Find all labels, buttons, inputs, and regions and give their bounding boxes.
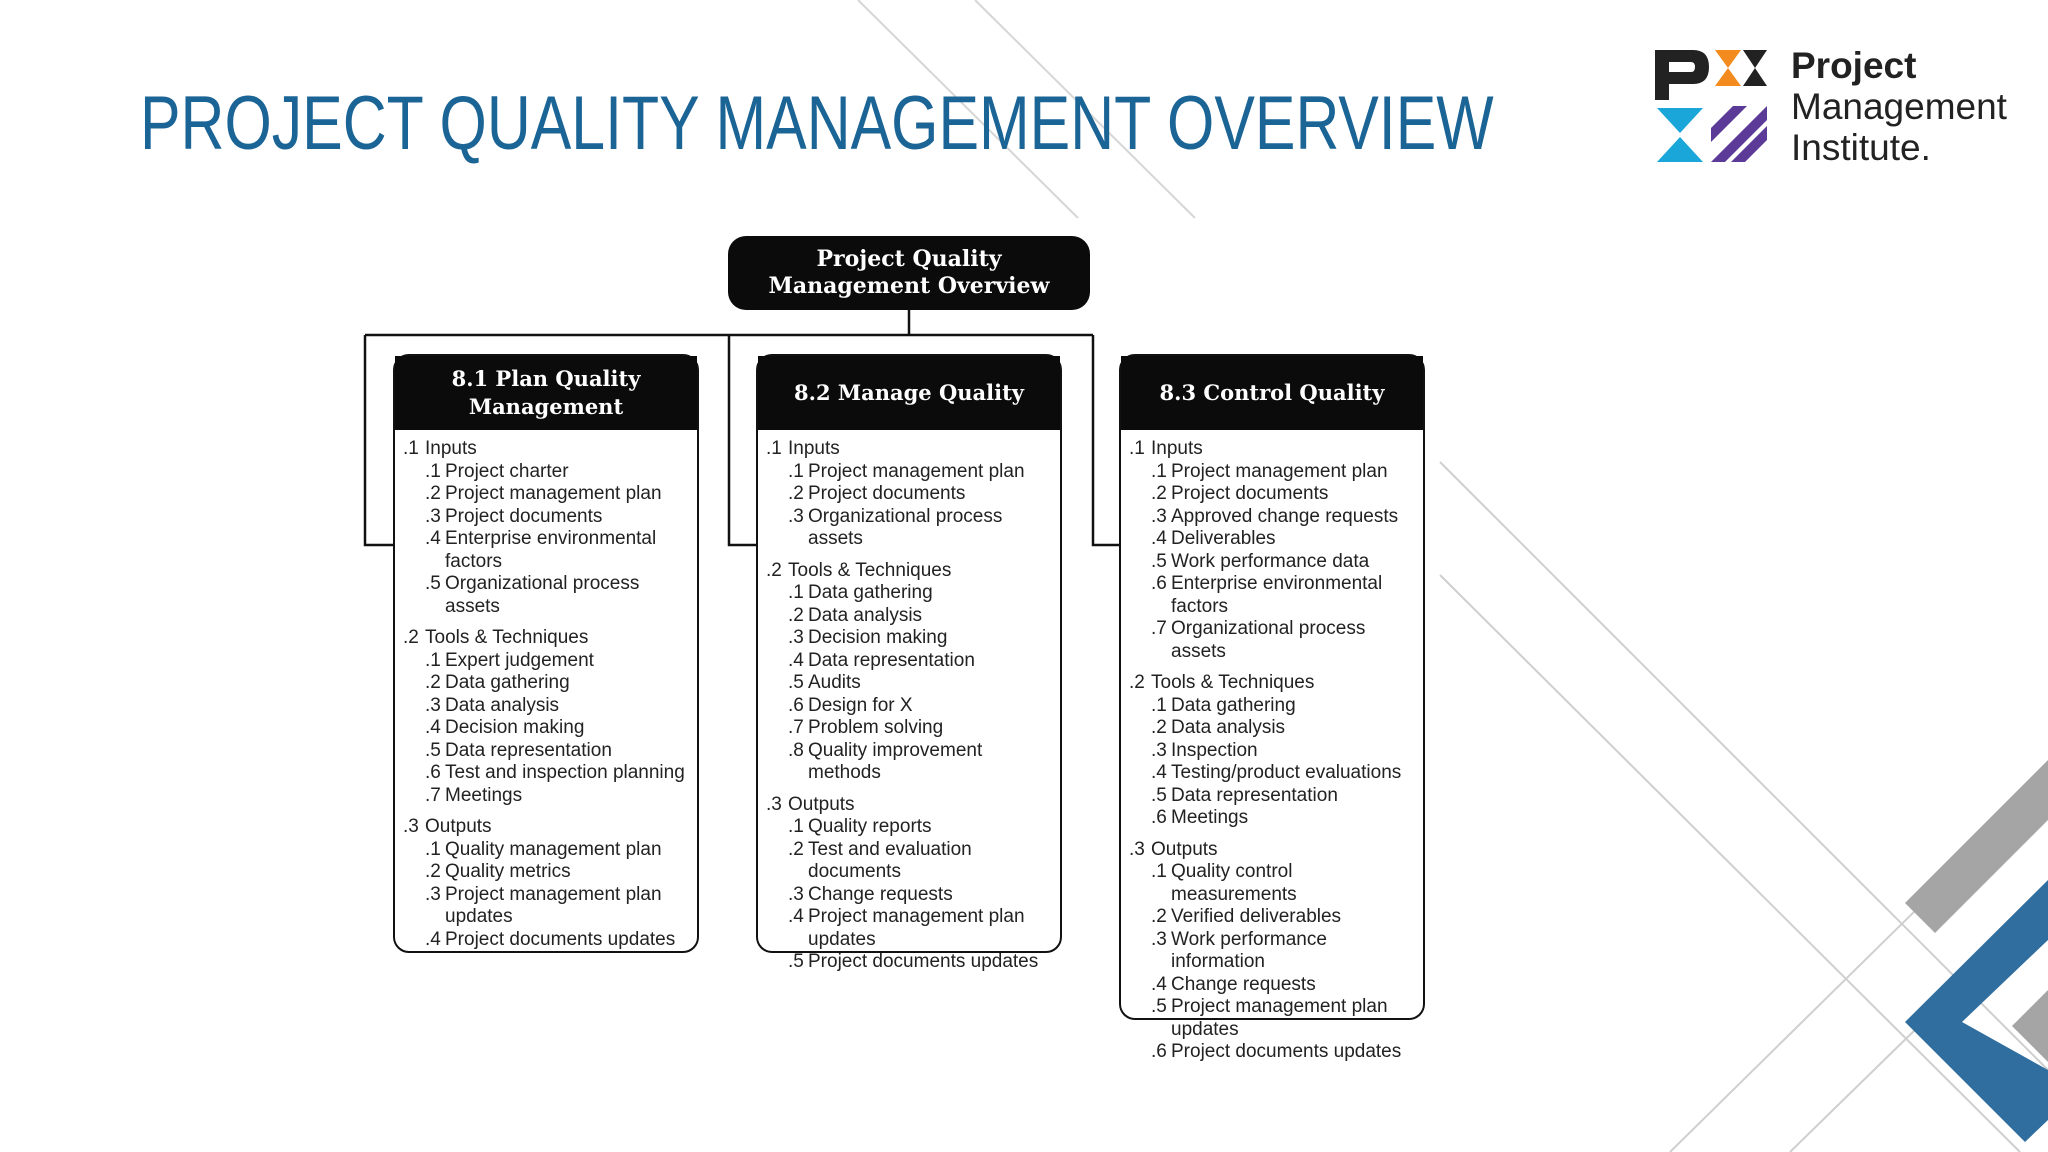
list-item — [403, 740, 689, 763]
list-item — [1129, 929, 1415, 974]
section-heading — [766, 560, 1052, 583]
item-number: .7 — [788, 717, 804, 738]
list-item — [1129, 1041, 1415, 1064]
item-number: .2 — [1151, 906, 1167, 927]
list-item — [766, 695, 1052, 718]
item-text: Meetings — [445, 784, 523, 806]
logo-line: Management — [1791, 86, 2007, 127]
list-item — [1129, 974, 1415, 997]
item-text: Verified deliverables — [1171, 906, 1342, 927]
list-item — [766, 884, 1052, 907]
list-item — [1129, 483, 1415, 506]
item-number: .7 — [1151, 618, 1167, 639]
root-title-line: Project Quality — [816, 246, 1002, 272]
item-text: Quality reports — [808, 816, 932, 837]
list-item — [403, 483, 689, 506]
connector-line — [1093, 335, 1119, 545]
section-label: Tools & Techniques — [1151, 672, 1315, 693]
item-text: Work performance information — [1171, 928, 1327, 972]
item-text: Project documents — [808, 483, 966, 504]
item-number: .1 — [788, 460, 804, 482]
item-number: .1 — [1151, 460, 1167, 482]
list-item — [403, 762, 689, 785]
item-number: .5 — [1151, 996, 1167, 1017]
process-box-manage-quality — [756, 354, 1062, 972]
section-heading — [766, 794, 1052, 817]
process-section — [766, 560, 1052, 785]
list-item — [403, 695, 689, 718]
item-number: .1 — [1151, 861, 1167, 882]
item-number: .7 — [425, 784, 441, 806]
list-item — [766, 605, 1052, 628]
list-item — [766, 582, 1052, 605]
list-item — [1129, 906, 1415, 929]
list-item — [1129, 573, 1415, 618]
list-item — [403, 884, 689, 929]
list-item — [766, 839, 1052, 884]
item-number: .6 — [1151, 1041, 1167, 1062]
process-body — [758, 430, 1060, 984]
process-body — [395, 430, 697, 961]
list-item — [766, 483, 1052, 506]
item-text: Project documents updates — [445, 928, 676, 950]
item-number: .2 — [788, 838, 804, 860]
item-text: Expert judgement — [445, 649, 594, 671]
item-text: Quality metrics — [445, 861, 571, 882]
section-number: .3 — [1129, 838, 1145, 860]
process-section — [403, 438, 689, 618]
item-number: .3 — [1151, 505, 1167, 527]
item-number: .6 — [1151, 807, 1167, 828]
item-number: .4 — [425, 717, 441, 738]
item-number: .3 — [788, 883, 804, 905]
list-item — [403, 785, 689, 808]
item-text: Inspection — [1171, 739, 1258, 761]
item-text: Organizational process assets — [1171, 618, 1366, 662]
item-text: Project documents — [445, 505, 603, 527]
list-item — [766, 461, 1052, 484]
item-text: Deliverables — [1171, 528, 1276, 549]
item-number: .5 — [788, 672, 804, 693]
item-number: .8 — [788, 739, 804, 761]
item-text: Project management plan — [445, 483, 662, 504]
item-text: Change requests — [808, 883, 953, 905]
item-text: Problem solving — [808, 717, 944, 738]
connector-line — [729, 335, 756, 545]
list-item — [1129, 461, 1415, 484]
item-number: .4 — [1151, 762, 1167, 783]
item-number: .2 — [788, 483, 804, 504]
list-item — [766, 740, 1052, 785]
item-text: Data representation — [808, 649, 975, 671]
section-label: Inputs — [788, 438, 840, 459]
item-text: Project documents updates — [1171, 1041, 1402, 1062]
item-text: Audits — [808, 672, 861, 693]
item-number: .2 — [425, 861, 441, 882]
item-number: .2 — [1151, 717, 1167, 738]
process-section — [766, 794, 1052, 974]
item-text: Project management plan updates — [1171, 996, 1388, 1040]
item-text: Data analysis — [1171, 717, 1286, 738]
list-item — [403, 506, 689, 529]
item-text: Project management plan — [808, 460, 1025, 482]
list-item — [403, 650, 689, 673]
section-heading — [1129, 672, 1415, 695]
section-label: Tools & Techniques — [425, 627, 589, 648]
root-title-line: Management Overview — [768, 273, 1050, 299]
list-item — [403, 717, 689, 740]
list-item — [403, 461, 689, 484]
item-text: Quality improvement methods — [808, 739, 983, 783]
item-text: Project management plan updates — [445, 883, 662, 927]
list-item — [1129, 762, 1415, 785]
process-section — [1129, 839, 1415, 1064]
item-text: Data representation — [445, 739, 612, 761]
section-number: .1 — [766, 438, 782, 459]
section-heading — [403, 627, 689, 650]
process-title-line: 8.2 Manage Quality — [794, 380, 1024, 405]
item-text: Project documents updates — [808, 951, 1039, 972]
item-text: Decision making — [808, 627, 948, 648]
item-text: Decision making — [445, 717, 585, 738]
section-label: Tools & Techniques — [788, 559, 952, 581]
process-box-control-quality — [1119, 354, 1425, 1062]
section-label: Outputs — [1151, 838, 1218, 860]
section-number: .2 — [403, 627, 419, 648]
process-box-plan-quality-management — [393, 354, 699, 953]
item-number: .4 — [1151, 528, 1167, 549]
item-number: .4 — [425, 928, 441, 950]
section-heading — [403, 438, 689, 461]
list-item — [403, 528, 689, 573]
item-number: .6 — [788, 694, 804, 716]
connector-line — [365, 335, 393, 545]
process-section — [403, 627, 689, 807]
section-number: .3 — [403, 816, 419, 837]
item-text: Data analysis — [808, 604, 923, 626]
item-number: .5 — [425, 573, 441, 594]
process-section — [403, 816, 689, 951]
item-text: Quality control measurements — [1171, 861, 1297, 905]
list-item — [766, 627, 1052, 650]
item-number: .3 — [788, 505, 804, 527]
item-text: Organizational process assets — [808, 505, 1003, 549]
item-number: .4 — [1151, 973, 1167, 995]
item-text: Data representation — [1171, 784, 1338, 806]
list-item — [403, 929, 689, 952]
list-item — [766, 650, 1052, 673]
item-number: .3 — [1151, 928, 1167, 950]
process-section — [766, 438, 1052, 551]
item-text: Testing/product evaluations — [1171, 762, 1402, 783]
process-title-line: 8.1 Plan Quality — [451, 366, 641, 391]
process-section — [1129, 438, 1415, 663]
process-body — [1121, 430, 1423, 1074]
item-number: .5 — [788, 951, 804, 972]
section-label: Outputs — [788, 793, 855, 815]
item-number: .4 — [425, 528, 441, 549]
section-heading — [1129, 839, 1415, 862]
item-text: Test and evaluation documents — [808, 838, 972, 882]
item-text: Project management plan — [1171, 460, 1388, 482]
item-text: Design for X — [808, 694, 913, 716]
list-item — [1129, 551, 1415, 574]
process-title — [395, 356, 697, 430]
section-label: Inputs — [425, 438, 477, 459]
list-item — [766, 906, 1052, 951]
item-number: .2 — [425, 483, 441, 504]
list-item — [1129, 618, 1415, 663]
item-text: Project documents — [1171, 483, 1329, 504]
item-number: .5 — [425, 739, 441, 761]
list-item — [766, 816, 1052, 839]
item-number: .1 — [425, 460, 441, 482]
item-number: .3 — [425, 505, 441, 527]
item-text: Project charter — [445, 460, 569, 482]
item-number: .4 — [788, 906, 804, 927]
item-number: .3 — [425, 694, 441, 716]
item-number: .3 — [1151, 739, 1167, 761]
item-number: .1 — [425, 838, 441, 860]
section-number: .2 — [1129, 672, 1145, 693]
item-number: .6 — [425, 762, 441, 783]
section-number: .2 — [766, 559, 782, 581]
list-item — [403, 573, 689, 618]
section-number: .1 — [1129, 438, 1145, 459]
item-text: Meetings — [1171, 807, 1249, 828]
item-number: .2 — [1151, 483, 1167, 504]
process-title — [1121, 356, 1423, 430]
item-number: .1 — [788, 816, 804, 837]
item-number: .2 — [425, 672, 441, 693]
item-text: Project management plan updates — [808, 906, 1025, 950]
item-text: Data gathering — [808, 582, 933, 603]
section-heading — [766, 438, 1052, 461]
logo-line: Institute. — [1791, 127, 1931, 168]
item-number: .5 — [1151, 550, 1167, 572]
item-number: .3 — [788, 627, 804, 648]
list-item — [1129, 717, 1415, 740]
item-number: .2 — [788, 604, 804, 626]
logo-line: Project — [1791, 45, 1917, 86]
item-text: Quality management plan — [445, 838, 662, 860]
list-item — [1129, 807, 1415, 830]
item-text: Work performance data — [1171, 550, 1370, 572]
item-text: Approved change requests — [1171, 505, 1399, 527]
list-item — [766, 717, 1052, 740]
process-title — [758, 356, 1060, 430]
item-text: Data analysis — [445, 694, 560, 716]
item-text: Change requests — [1171, 973, 1316, 995]
slide-title: PROJECT QUALITY MANAGEMENT OVERVIEW — [140, 81, 1494, 166]
list-item — [1129, 695, 1415, 718]
item-number: .1 — [425, 649, 441, 671]
process-section — [1129, 672, 1415, 830]
section-number: .3 — [766, 793, 782, 815]
section-label: Outputs — [425, 816, 492, 837]
list-item — [1129, 785, 1415, 808]
item-number: .4 — [788, 649, 804, 671]
item-number: .5 — [1151, 784, 1167, 806]
list-item — [1129, 996, 1415, 1041]
section-heading — [1129, 438, 1415, 461]
item-text: Test and inspection planning — [445, 762, 685, 783]
item-number: .3 — [425, 883, 441, 905]
list-item — [403, 672, 689, 695]
list-item — [1129, 861, 1415, 906]
section-heading — [403, 816, 689, 839]
item-text: Data gathering — [445, 672, 570, 693]
item-number: .1 — [788, 582, 804, 603]
list-item — [1129, 740, 1415, 763]
list-item — [766, 506, 1052, 551]
item-text: Enterprise environmental factors — [1171, 573, 1383, 617]
section-number: .1 — [403, 438, 419, 459]
item-text: Enterprise environmental factors — [445, 528, 657, 572]
list-item — [403, 839, 689, 862]
list-item — [1129, 506, 1415, 529]
item-text: Organizational process assets — [445, 573, 640, 617]
section-label: Inputs — [1151, 438, 1203, 459]
root-node — [728, 236, 1090, 310]
list-item — [766, 951, 1052, 974]
list-item — [1129, 528, 1415, 551]
process-title-line: 8.3 Control Quality — [1159, 380, 1385, 405]
item-text: Data gathering — [1171, 694, 1296, 716]
list-item — [766, 672, 1052, 695]
item-number: .6 — [1151, 573, 1167, 594]
process-title-line: Management — [468, 394, 624, 419]
list-item — [403, 861, 689, 884]
item-number: .1 — [1151, 694, 1167, 716]
